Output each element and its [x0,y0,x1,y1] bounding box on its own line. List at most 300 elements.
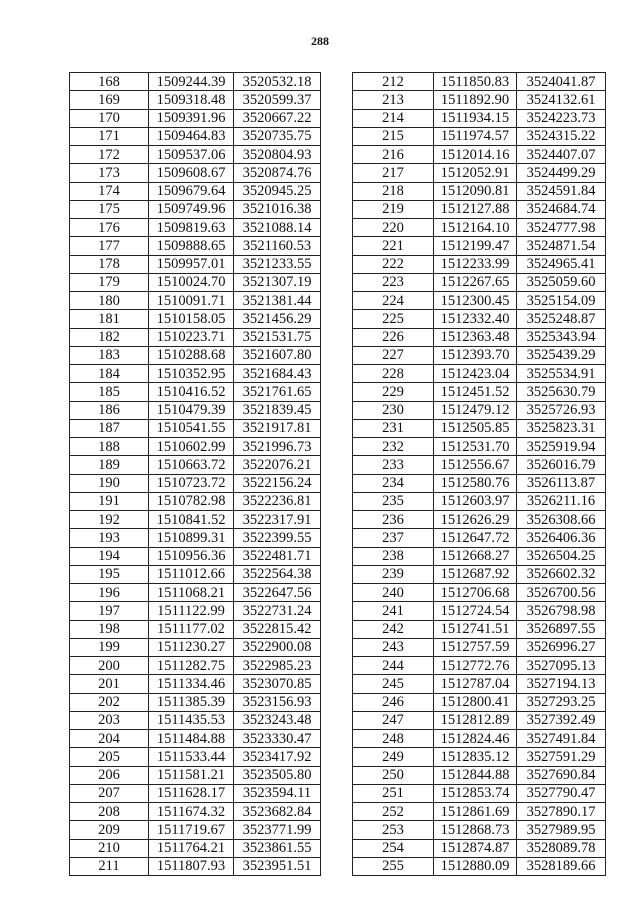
table-row [353,182,606,200]
x-coordinate-cell: 1509957.01 [149,255,234,273]
x-coordinate-cell: 1512861.69 [434,803,517,821]
table-row [70,529,321,547]
x-coordinate-cell: 1511282.75 [149,657,234,675]
y-coordinate-cell: 3527095.13 [517,657,606,675]
x-coordinate-cell: 1512772.76 [434,657,517,675]
y-coordinate-cell: 3523070.85 [234,675,321,693]
point-number-cell: 180 [70,292,149,310]
table-row [70,73,321,91]
x-coordinate-cell: 1509244.39 [149,73,234,91]
table-row [353,219,606,237]
y-coordinate-cell: 3527989.95 [517,821,606,839]
y-coordinate-cell: 3522076.21 [234,456,321,474]
y-coordinate-cell: 3527890.17 [517,803,606,821]
table-row [353,730,606,748]
point-number-cell: 177 [70,237,149,255]
y-coordinate-cell: 3521016.38 [234,200,321,218]
x-coordinate-cell: 1509679.64 [149,182,234,200]
x-coordinate-cell: 1509749.96 [149,200,234,218]
table-row [353,273,606,291]
y-coordinate-cell: 3525059.60 [517,273,606,291]
table-row [70,474,321,492]
table-row [353,346,606,364]
y-coordinate-cell: 3523861.55 [234,839,321,857]
y-coordinate-cell: 3521307.19 [234,273,321,291]
table-row [70,730,321,748]
x-coordinate-cell: 1511934.15 [434,109,517,127]
point-number-cell: 168 [70,73,149,91]
point-number-cell: 230 [353,401,434,419]
x-coordinate-cell: 1512706.68 [434,584,517,602]
y-coordinate-cell: 3523156.93 [234,693,321,711]
y-coordinate-cell: 3525823.31 [517,419,606,437]
point-number-cell: 196 [70,584,149,602]
x-coordinate-cell: 1512423.04 [434,365,517,383]
y-coordinate-cell: 3520735.75 [234,127,321,145]
table-row [70,219,321,237]
y-coordinate-cell: 3526504.25 [517,547,606,565]
point-number-cell: 202 [70,693,149,711]
y-coordinate-cell: 3521381.44 [234,292,321,310]
table-row [353,146,606,164]
table-row [353,164,606,182]
table-row [70,547,321,565]
table-row [353,401,606,419]
table-row [70,675,321,693]
x-coordinate-cell: 1509819.63 [149,219,234,237]
point-number-cell: 212 [353,73,434,91]
x-coordinate-cell: 1512668.27 [434,547,517,565]
point-number-cell: 193 [70,529,149,547]
y-coordinate-cell: 3524777.98 [517,219,606,237]
table-row [353,474,606,492]
y-coordinate-cell: 3524132.61 [517,91,606,109]
y-coordinate-cell: 3521761.65 [234,383,321,401]
point-number-cell: 234 [353,474,434,492]
table-row [353,91,606,109]
x-coordinate-cell: 1510352.95 [149,365,234,383]
x-coordinate-cell: 1512800.41 [434,693,517,711]
y-coordinate-cell: 3522317.91 [234,511,321,529]
point-number-cell: 187 [70,419,149,437]
x-coordinate-cell: 1510223.71 [149,328,234,346]
x-coordinate-cell: 1512233.99 [434,255,517,273]
y-coordinate-cell: 3524223.73 [517,109,606,127]
point-number-cell: 236 [353,511,434,529]
point-number-cell: 228 [353,365,434,383]
y-coordinate-cell: 3524315.22 [517,127,606,145]
coordinates-table-right [352,72,606,876]
table-row [70,292,321,310]
table-row [70,438,321,456]
point-number-cell: 204 [70,730,149,748]
point-number-cell: 201 [70,675,149,693]
point-number-cell: 237 [353,529,434,547]
x-coordinate-cell: 1511334.46 [149,675,234,693]
x-coordinate-cell: 1512835.12 [434,748,517,766]
x-coordinate-cell: 1511719.67 [149,821,234,839]
y-coordinate-cell: 3522815.42 [234,620,321,638]
x-coordinate-cell: 1512090.81 [434,182,517,200]
x-coordinate-cell: 1510899.31 [149,529,234,547]
y-coordinate-cell: 3527690.84 [517,766,606,784]
y-coordinate-cell: 3522156.24 [234,474,321,492]
x-coordinate-cell: 1511850.83 [434,73,517,91]
point-number-cell: 210 [70,839,149,857]
y-coordinate-cell: 3523243.48 [234,711,321,729]
y-coordinate-cell: 3523417.92 [234,748,321,766]
y-coordinate-cell: 3520945.25 [234,182,321,200]
table-row [70,693,321,711]
point-number-cell: 183 [70,346,149,364]
x-coordinate-cell: 1511230.27 [149,638,234,656]
table-row [70,711,321,729]
y-coordinate-cell: 3520874.76 [234,164,321,182]
table-row [353,310,606,328]
x-coordinate-cell: 1512479.12 [434,401,517,419]
y-coordinate-cell: 3524407.07 [517,146,606,164]
y-coordinate-cell: 3525726.93 [517,401,606,419]
x-coordinate-cell: 1511974.57 [434,127,517,145]
point-number-cell: 226 [353,328,434,346]
point-number-cell: 185 [70,383,149,401]
y-coordinate-cell: 3526996.27 [517,638,606,656]
x-coordinate-cell: 1510541.55 [149,419,234,437]
x-coordinate-cell: 1510956.36 [149,547,234,565]
table-row [353,200,606,218]
table-row [353,438,606,456]
y-coordinate-cell: 3522985.23 [234,657,321,675]
point-number-cell: 207 [70,784,149,802]
y-coordinate-cell: 3520804.93 [234,146,321,164]
table-row [353,419,606,437]
x-coordinate-cell: 1510416.52 [149,383,234,401]
x-coordinate-cell: 1512874.87 [434,839,517,857]
y-coordinate-cell: 3521917.81 [234,419,321,437]
table-row [353,127,606,145]
point-number-cell: 251 [353,784,434,802]
y-coordinate-cell: 3526406.36 [517,529,606,547]
y-coordinate-cell: 3521607.80 [234,346,321,364]
table-row [353,109,606,127]
table-row [70,839,321,857]
y-coordinate-cell: 3525630.79 [517,383,606,401]
x-coordinate-cell: 1512868.73 [434,821,517,839]
point-number-cell: 205 [70,748,149,766]
point-number-cell: 173 [70,164,149,182]
x-coordinate-cell: 1511484.88 [149,730,234,748]
y-coordinate-cell: 3525439.29 [517,346,606,364]
point-number-cell: 222 [353,255,434,273]
point-number-cell: 219 [353,200,434,218]
y-coordinate-cell: 3527293.25 [517,693,606,711]
y-coordinate-cell: 3525534.91 [517,365,606,383]
x-coordinate-cell: 1512267.65 [434,273,517,291]
table-row [70,602,321,620]
point-number-cell: 245 [353,675,434,693]
point-number-cell: 190 [70,474,149,492]
y-coordinate-cell: 3525248.87 [517,310,606,328]
page-number: 288 [311,34,329,48]
x-coordinate-cell: 1512332.40 [434,310,517,328]
table-row [70,255,321,273]
y-coordinate-cell: 3524871.54 [517,237,606,255]
table-row [353,766,606,784]
table-row [70,401,321,419]
point-number-cell: 203 [70,711,149,729]
point-number-cell: 235 [353,492,434,510]
y-coordinate-cell: 3528189.66 [517,857,606,875]
point-number-cell: 170 [70,109,149,127]
table-row [70,419,321,437]
y-coordinate-cell: 3523682.84 [234,803,321,821]
point-number-cell: 227 [353,346,434,364]
y-coordinate-cell: 3523771.99 [234,821,321,839]
point-number-cell: 208 [70,803,149,821]
table-row [70,657,321,675]
y-coordinate-cell: 3521233.55 [234,255,321,273]
x-coordinate-cell: 1512451.52 [434,383,517,401]
point-number-cell: 232 [353,438,434,456]
point-number-cell: 239 [353,565,434,583]
point-number-cell: 233 [353,456,434,474]
point-number-cell: 174 [70,182,149,200]
x-coordinate-cell: 1512757.59 [434,638,517,656]
table-row [353,784,606,802]
x-coordinate-cell: 1511122.99 [149,602,234,620]
table-row [70,511,321,529]
x-coordinate-cell: 1510158.05 [149,310,234,328]
x-coordinate-cell: 1511581.21 [149,766,234,784]
table-row [353,456,606,474]
y-coordinate-cell: 3524684.74 [517,200,606,218]
x-coordinate-cell: 1512844.88 [434,766,517,784]
y-coordinate-cell: 3521456.29 [234,310,321,328]
point-number-cell: 189 [70,456,149,474]
y-coordinate-cell: 3524041.87 [517,73,606,91]
x-coordinate-cell: 1512505.85 [434,419,517,437]
point-number-cell: 200 [70,657,149,675]
x-coordinate-cell: 1511385.39 [149,693,234,711]
point-number-cell: 192 [70,511,149,529]
x-coordinate-cell: 1509318.48 [149,91,234,109]
x-coordinate-cell: 1512724.54 [434,602,517,620]
y-coordinate-cell: 3522564.38 [234,565,321,583]
table-row [70,182,321,200]
x-coordinate-cell: 1512626.29 [434,511,517,529]
table-row [353,584,606,602]
x-coordinate-cell: 1511628.17 [149,784,234,802]
x-coordinate-cell: 1512853.74 [434,784,517,802]
point-number-cell: 241 [353,602,434,620]
table-row [70,784,321,802]
x-coordinate-cell: 1512014.16 [434,146,517,164]
x-coordinate-cell: 1512556.67 [434,456,517,474]
table-row [353,839,606,857]
table-body-right [353,73,606,876]
table-row [353,73,606,91]
y-coordinate-cell: 3526308.66 [517,511,606,529]
table-row [353,711,606,729]
table-row [70,273,321,291]
y-coordinate-cell: 3526602.32 [517,565,606,583]
point-number-cell: 172 [70,146,149,164]
table-row [353,492,606,510]
table-row [70,565,321,583]
x-coordinate-cell: 1512812.89 [434,711,517,729]
table-row [353,675,606,693]
point-number-cell: 220 [353,219,434,237]
y-coordinate-cell: 3526211.16 [517,492,606,510]
y-coordinate-cell: 3521088.14 [234,219,321,237]
table-row [70,310,321,328]
point-number-cell: 209 [70,821,149,839]
table-row [353,620,606,638]
x-coordinate-cell: 1510602.99 [149,438,234,456]
table-row [70,237,321,255]
point-number-cell: 225 [353,310,434,328]
point-number-cell: 217 [353,164,434,182]
y-coordinate-cell: 3521531.75 [234,328,321,346]
y-coordinate-cell: 3523330.47 [234,730,321,748]
y-coordinate-cell: 3526798.98 [517,602,606,620]
table-row [353,748,606,766]
table-row [353,529,606,547]
x-coordinate-cell: 1512199.47 [434,237,517,255]
table-row [353,365,606,383]
x-coordinate-cell: 1511764.21 [149,839,234,857]
point-number-cell: 249 [353,748,434,766]
coordinates-table-left [69,72,321,876]
point-number-cell: 184 [70,365,149,383]
point-number-cell: 195 [70,565,149,583]
point-number-cell: 231 [353,419,434,437]
table-row [353,803,606,821]
y-coordinate-cell: 3527491.84 [517,730,606,748]
table-row [70,748,321,766]
x-coordinate-cell: 1512052.91 [434,164,517,182]
point-number-cell: 216 [353,146,434,164]
x-coordinate-cell: 1512647.72 [434,529,517,547]
point-number-cell: 214 [353,109,434,127]
y-coordinate-cell: 3520532.18 [234,73,321,91]
y-coordinate-cell: 3526113.87 [517,474,606,492]
y-coordinate-cell: 3527591.29 [517,748,606,766]
point-number-cell: 199 [70,638,149,656]
point-number-cell: 178 [70,255,149,273]
x-coordinate-cell: 1510723.72 [149,474,234,492]
x-coordinate-cell: 1511674.32 [149,803,234,821]
x-coordinate-cell: 1512393.70 [434,346,517,364]
point-number-cell: 198 [70,620,149,638]
x-coordinate-cell: 1511177.02 [149,620,234,638]
table-row [353,328,606,346]
table-row [353,511,606,529]
x-coordinate-cell: 1512363.48 [434,328,517,346]
point-number-cell: 243 [353,638,434,656]
table-row [70,620,321,638]
x-coordinate-cell: 1512300.45 [434,292,517,310]
y-coordinate-cell: 3520667.22 [234,109,321,127]
x-coordinate-cell: 1510024.70 [149,273,234,291]
point-number-cell: 197 [70,602,149,620]
y-coordinate-cell: 3528089.78 [517,839,606,857]
point-number-cell: 213 [353,91,434,109]
y-coordinate-cell: 3524499.29 [517,164,606,182]
point-number-cell: 175 [70,200,149,218]
table-row [70,638,321,656]
table-row [353,255,606,273]
table-row [353,565,606,583]
table-row [353,657,606,675]
y-coordinate-cell: 3522900.08 [234,638,321,656]
table-row [70,91,321,109]
x-coordinate-cell: 1510288.68 [149,346,234,364]
point-number-cell: 254 [353,839,434,857]
table-row [353,693,606,711]
point-number-cell: 238 [353,547,434,565]
table-row [70,584,321,602]
y-coordinate-cell: 3526700.56 [517,584,606,602]
point-number-cell: 244 [353,657,434,675]
y-coordinate-cell: 3526016.79 [517,456,606,474]
table-row [353,237,606,255]
table-body-left [70,73,321,876]
y-coordinate-cell: 3525919.94 [517,438,606,456]
x-coordinate-cell: 1511807.93 [149,857,234,875]
point-number-cell: 211 [70,857,149,875]
table-row [353,602,606,620]
y-coordinate-cell: 3523505.80 [234,766,321,784]
point-number-cell: 242 [353,620,434,638]
y-coordinate-cell: 3523594.11 [234,784,321,802]
y-coordinate-cell: 3526897.55 [517,620,606,638]
y-coordinate-cell: 3527194.13 [517,675,606,693]
point-number-cell: 240 [353,584,434,602]
y-coordinate-cell: 3524591.84 [517,182,606,200]
table-row [70,456,321,474]
table-row [70,164,321,182]
table-row [70,328,321,346]
y-coordinate-cell: 3525343.94 [517,328,606,346]
table-row [70,492,321,510]
y-coordinate-cell: 3520599.37 [234,91,321,109]
y-coordinate-cell: 3522399.55 [234,529,321,547]
point-number-cell: 247 [353,711,434,729]
x-coordinate-cell: 1510841.52 [149,511,234,529]
x-coordinate-cell: 1512603.97 [434,492,517,510]
point-number-cell: 181 [70,310,149,328]
y-coordinate-cell: 3521839.45 [234,401,321,419]
point-number-cell: 218 [353,182,434,200]
x-coordinate-cell: 1512127.88 [434,200,517,218]
y-coordinate-cell: 3523951.51 [234,857,321,875]
x-coordinate-cell: 1510663.72 [149,456,234,474]
y-coordinate-cell: 3521996.73 [234,438,321,456]
y-coordinate-cell: 3522647.56 [234,584,321,602]
table-row [70,857,321,875]
x-coordinate-cell: 1511012.66 [149,565,234,583]
table-row [70,365,321,383]
table-row [70,346,321,364]
table-row [70,821,321,839]
x-coordinate-cell: 1512787.04 [434,675,517,693]
x-coordinate-cell: 1511068.21 [149,584,234,602]
y-coordinate-cell: 3525154.09 [517,292,606,310]
point-number-cell: 221 [353,237,434,255]
x-coordinate-cell: 1512580.76 [434,474,517,492]
point-number-cell: 194 [70,547,149,565]
